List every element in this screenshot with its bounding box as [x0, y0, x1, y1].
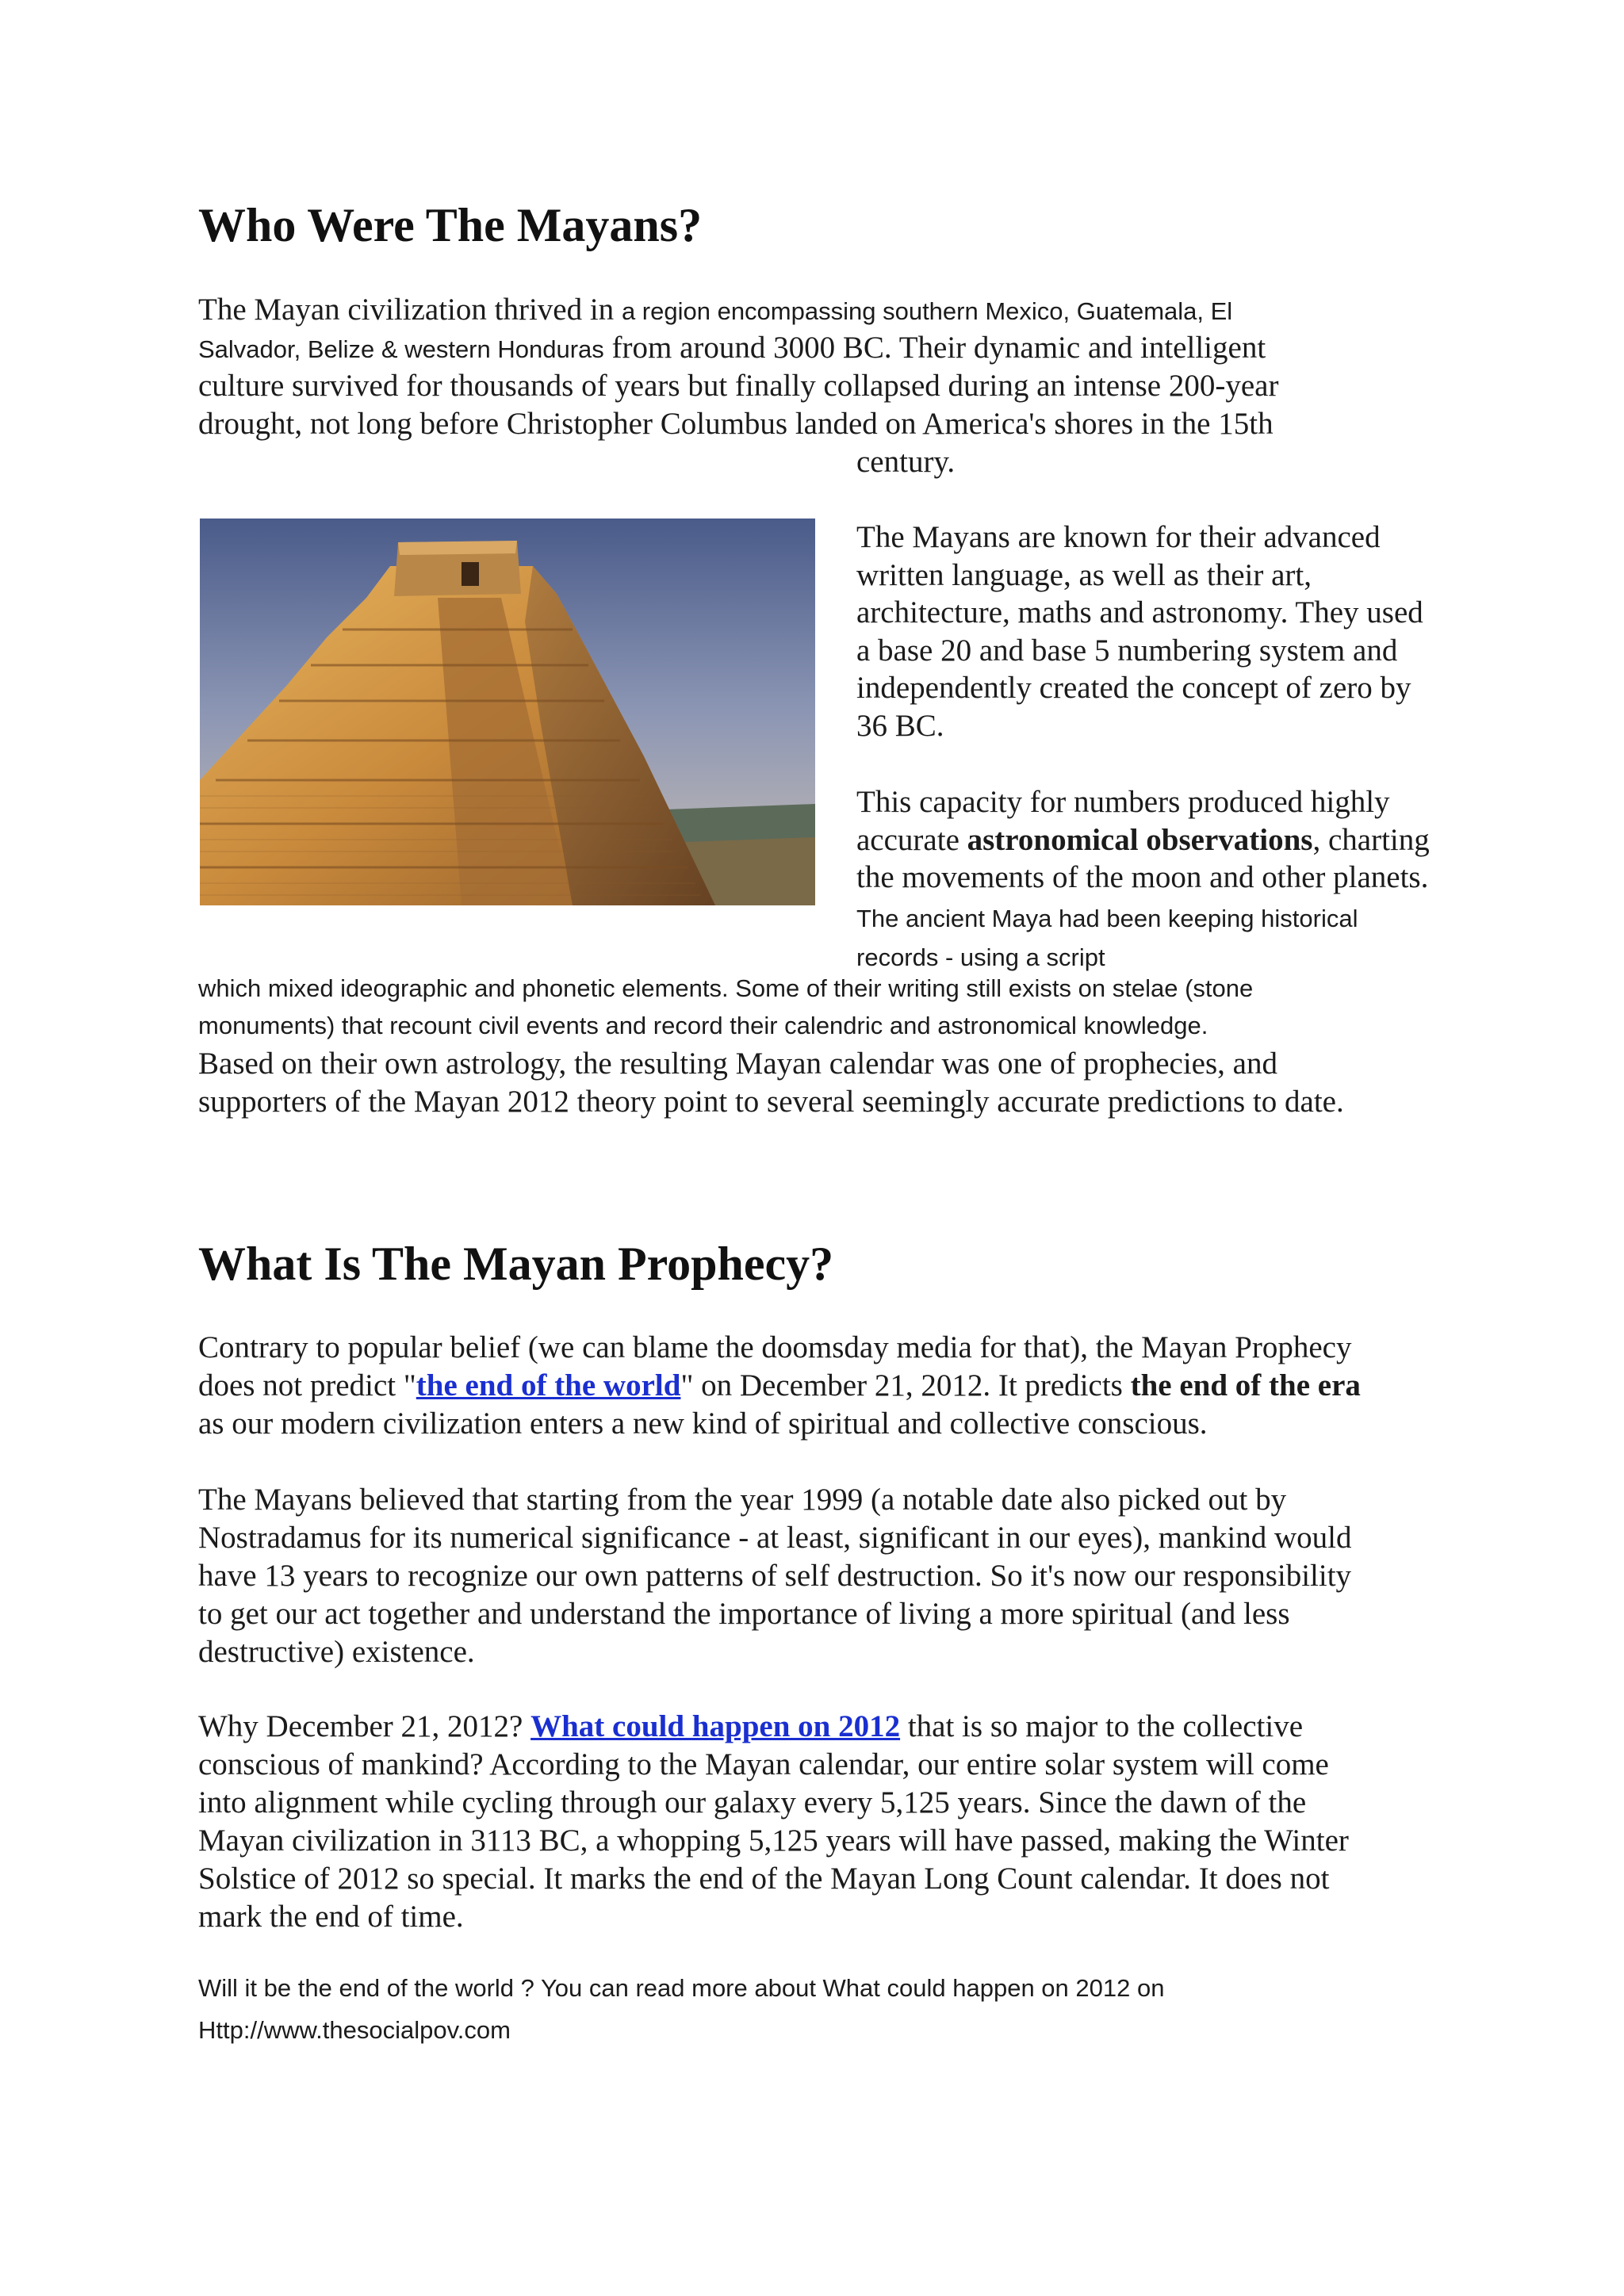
prophecy-p3-line-6: mark the end of time.	[198, 1900, 464, 1934]
prophecy-p1-c: " on December 21, 2012. It predicts	[680, 1368, 1131, 1402]
intro-line-5: century.	[856, 445, 956, 479]
prophecy-p2-line-5: destructive) existence.	[198, 1635, 475, 1669]
heading-who-were-the-mayans: Who Were The Mayans?	[198, 199, 703, 251]
intro-line-1-serif: The Mayan civilization thrived in	[198, 293, 622, 327]
intro-line-1	[198, 291, 1232, 331]
footer-line-1: Will it be the end of the world ? You can read more about What could happen on 2012 on	[198, 1974, 1165, 2002]
prophecy-p2-line-1: The Mayans believed that starting from the year 1999 (a notable date also picked out by	[198, 1483, 1287, 1517]
prophecy-p3-line-4: Mayan civilization in 3113 BC, a whopping 5,125 years will have passed, making the Winter	[198, 1823, 1349, 1858]
prophecy-p1-line-1: Contrary to popular belief (we can blame the doomsday media for that), the Mayan Prophecy	[198, 1330, 1352, 1364]
paragraph-known-for-text: The Mayans are known for their advanced written language, as well as their art, architecture, maths and astronomy. They used a base 20 and base 5 numbering system and independently created the concept of zero by 36 BC.	[856, 520, 1423, 743]
prophecy-p3-b: that is so major to the collective	[900, 1709, 1304, 1743]
paragraph-script-line-2: monuments) that recount civil events and record their calendric and astronomical knowledge.	[198, 1012, 1208, 1039]
prophecy-p2-line-2: Nostradamus for its numerical significance - at least, significant in our eyes), mankind would	[198, 1521, 1352, 1555]
prophecy-p2-line-4: to get our act together and understand the importance of living a more spiritual (and less	[198, 1597, 1290, 1631]
capacity-sans-a: The ancient Maya had been keeping historical records - using a script	[856, 904, 1358, 971]
capacity-rest: , charting the movements of the moon and other planets.	[856, 822, 1430, 894]
prophecy-p3-line-5: Solstice of 2012 so special. It marks the end of the Mayan Long Count calendar. It does not	[198, 1862, 1330, 1896]
pyramid-illustration	[200, 519, 815, 905]
footer-url[interactable]: Http://www.thesocialpov.com	[198, 2016, 511, 2044]
intro-line-2	[198, 329, 1266, 369]
intro-line-1-sans: a region encompassing southern Mexico, Guatemala, El	[621, 297, 1233, 325]
intro-line-2-serif: from around 3000 BC. Their dynamic and intelligent	[603, 331, 1266, 365]
paragraph-script-line-1: which mixed ideographic and phonetic elements. Some of their writing still exists on stelae (stone	[198, 974, 1254, 1002]
paragraph-astrology-line-1: Based on their own astrology, the resulting Mayan calendar was one of prophecies, and	[198, 1047, 1277, 1081]
intro-line-4: drought, not long before Christopher Columbus landed on America's shores in the 15th	[198, 407, 1274, 441]
pyramid-photo	[200, 519, 815, 905]
heading-mayan-prophecy: What Is The Mayan Prophecy?	[198, 1238, 834, 1290]
prophecy-p1-line-2	[198, 1367, 1361, 1405]
prophecy-p3-line-3: into alignment while cycling through our galaxy every 5,125 years. Since the dawn of the	[198, 1785, 1307, 1820]
intro-line-3: culture survived for thousands of years but finally collapsed during an intense 200-year	[198, 369, 1279, 403]
astronomical-observations-bold: astronomical observations	[967, 822, 1313, 857]
end-of-the-world-link[interactable]: the end of the world	[416, 1368, 681, 1402]
prophecy-p1-line-3: as our modern civilization enters a new kind of spiritual and collective conscious.	[198, 1406, 1208, 1441]
prophecy-p2-line-3: have 13 years to recognize our own patterns of self destruction. So it's now our responsibility	[198, 1559, 1352, 1593]
paragraph-capacity	[856, 783, 1443, 977]
intro-line-2-sans: Salvador, Belize & western Honduras	[198, 335, 604, 363]
prophecy-p3-line-1	[198, 1708, 1303, 1746]
end-of-the-era-bold: the end of the era	[1130, 1368, 1361, 1402]
capacity-lead: This capacity for numbers produced highly accurate	[856, 785, 1390, 857]
paragraph-known-for	[856, 519, 1443, 744]
prophecy-p1-b: does not predict "	[198, 1368, 416, 1402]
paragraph-astrology-line-2: supporters of the Mayan 2012 theory point to several seemingly accurate predictions to date.	[198, 1085, 1344, 1119]
prophecy-p3-line-2: conscious of mankind? According to the Mayan calendar, our entire solar system will come	[198, 1747, 1329, 1781]
prophecy-p3-a: Why December 21, 2012?	[198, 1709, 531, 1743]
what-could-happen-link[interactable]: What could happen on 2012	[530, 1709, 901, 1743]
